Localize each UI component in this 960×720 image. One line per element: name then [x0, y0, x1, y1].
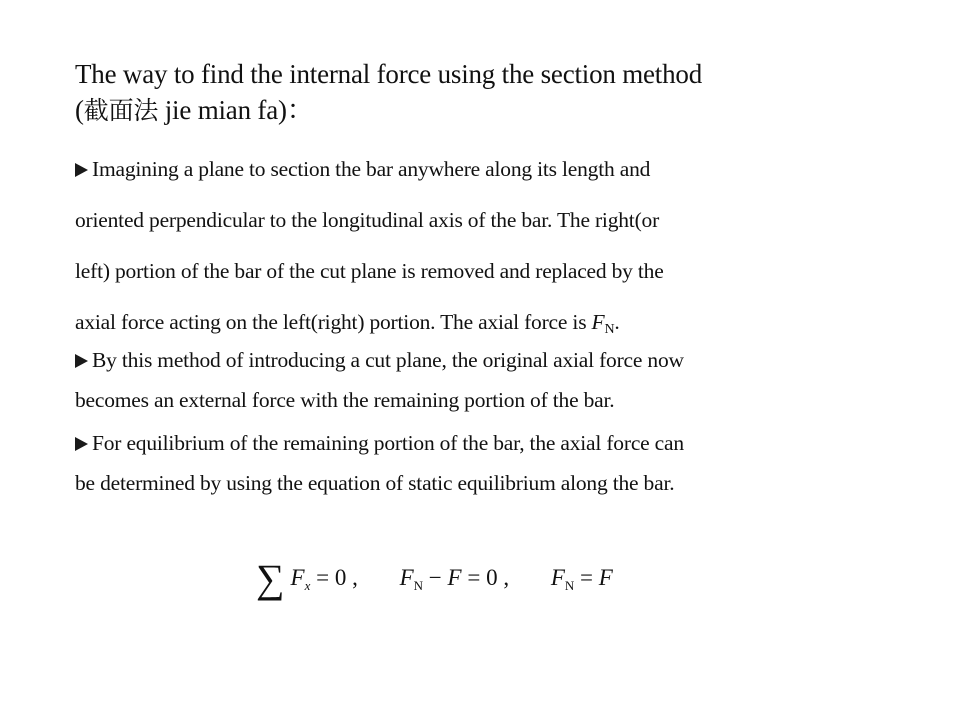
arrow-bullet-icon	[75, 354, 88, 368]
equation-sum-x: ∑ $F_x = 0$ ,	[256, 556, 358, 601]
bullet-line: Imagining a plane to section the bar anywhere along its length and	[75, 144, 875, 195]
bullet-line: By this method of introducing a cut plane, the original axial force now	[75, 340, 875, 380]
equation-result: $F_N = F$	[550, 565, 613, 593]
title-line-1: The way to find the internal force using the section method	[75, 59, 703, 89]
equation-balance: $F_N - F = 0$ ,	[399, 565, 510, 593]
bullet-line: axial force acting on the left(right) portion. The axial force is $F_N$.	[75, 310, 620, 337]
slide-title	[75, 56, 895, 129]
summation-symbol: ∑	[256, 556, 285, 601]
arrow-bullet-icon	[75, 437, 88, 451]
bullet-paragraph-1	[75, 144, 875, 355]
title-open-paren: (	[75, 95, 84, 125]
bullet-line: be determined by using the equation of static equilibrium along the bar.	[75, 471, 675, 495]
title-colon: ：	[286, 95, 314, 125]
arrow-bullet-icon	[75, 163, 88, 177]
bullet-line: For equilibrium of the remaining portion of the bar, the axial force can	[75, 423, 875, 463]
title-pinyin: jie mian fa)	[158, 95, 287, 125]
axial-force-subscript: N	[604, 322, 615, 337]
axial-force-symbol: F	[591, 310, 605, 334]
bullet-paragraph-3	[75, 423, 875, 503]
bullet-line: left) portion of the bar of the cut plane is removed and replaced by the	[75, 259, 664, 283]
equilibrium-equation	[256, 548, 613, 601]
title-chinese-term: 截面法	[83, 96, 159, 125]
bullet-line: becomes an external force with the remaining portion of the bar.	[75, 388, 615, 412]
bullet-paragraph-2	[75, 340, 875, 420]
bullet-line: oriented perpendicular to the longitudinal axis of the bar. The right(or	[75, 208, 660, 232]
